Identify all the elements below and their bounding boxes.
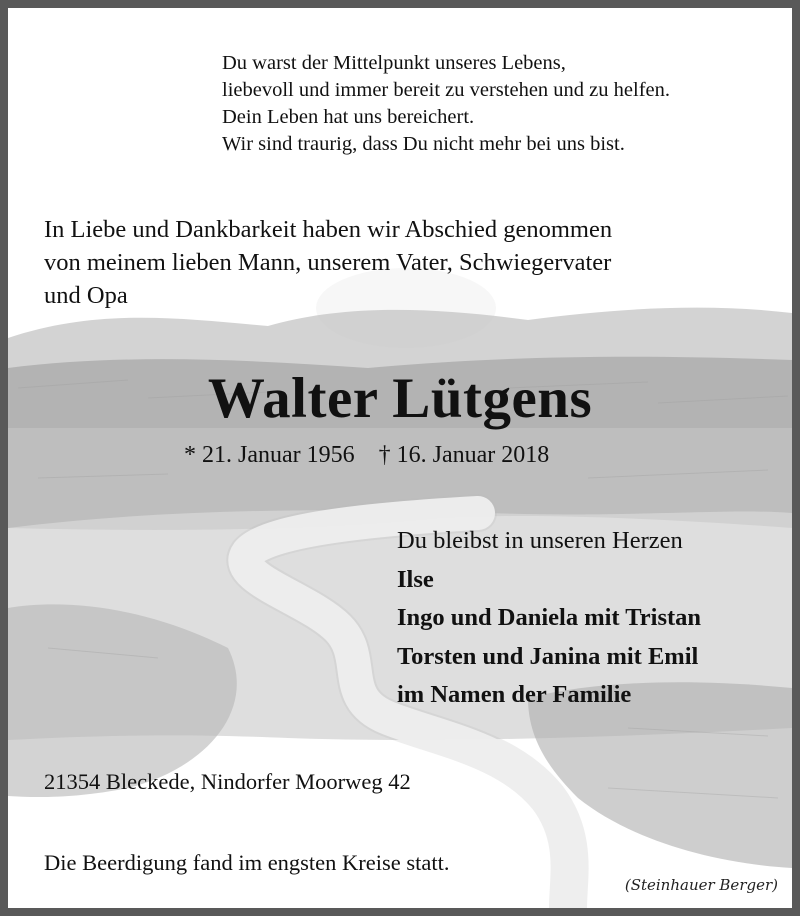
intro-line: und Opa xyxy=(44,282,128,309)
family-member: Ilse xyxy=(397,565,434,593)
intro-line: von meinem lieben Mann, unserem Vater, Schwiegervater xyxy=(44,249,612,276)
life-dates xyxy=(184,440,549,470)
family-member: Torsten und Janina mit Emil xyxy=(397,642,699,670)
farewell-line: Du bleibst in unseren Herzen xyxy=(397,527,683,554)
poem-line: Wir sind traurig, dass Du nicht mehr bei uns bist. xyxy=(222,133,625,155)
family-member: im Namen der Familie xyxy=(397,681,632,708)
intro-line: In Liebe und Dankbarkeit haben wir Abschied genommen xyxy=(44,216,613,243)
poem-line: Du warst der Mittelpunkt unseres Lebens, xyxy=(222,52,566,74)
farewell-intro xyxy=(44,213,612,312)
poem-line: liebevoll und immer bereit zu verstehen und zu helfen. xyxy=(222,79,670,101)
family-signatories xyxy=(397,522,701,715)
artist-signature: (Steinhauer Berger) xyxy=(624,876,778,894)
birth-date: * 21. Januar 1956 xyxy=(184,442,355,468)
deceased-name: Walter Lütgens xyxy=(207,367,593,430)
memorial-poem xyxy=(222,50,670,158)
funeral-note: Die Beerdigung fand im engsten Kreise statt. xyxy=(44,850,450,875)
death-date: † 16. Januar 2018 xyxy=(378,442,550,468)
poem-line: Dein Leben hat uns bereichert. xyxy=(222,106,475,128)
address: 21354 Bleckede, Nindorfer Moorweg 42 xyxy=(44,769,411,794)
family-member: Ingo und Daniela mit Tristan xyxy=(397,604,702,631)
